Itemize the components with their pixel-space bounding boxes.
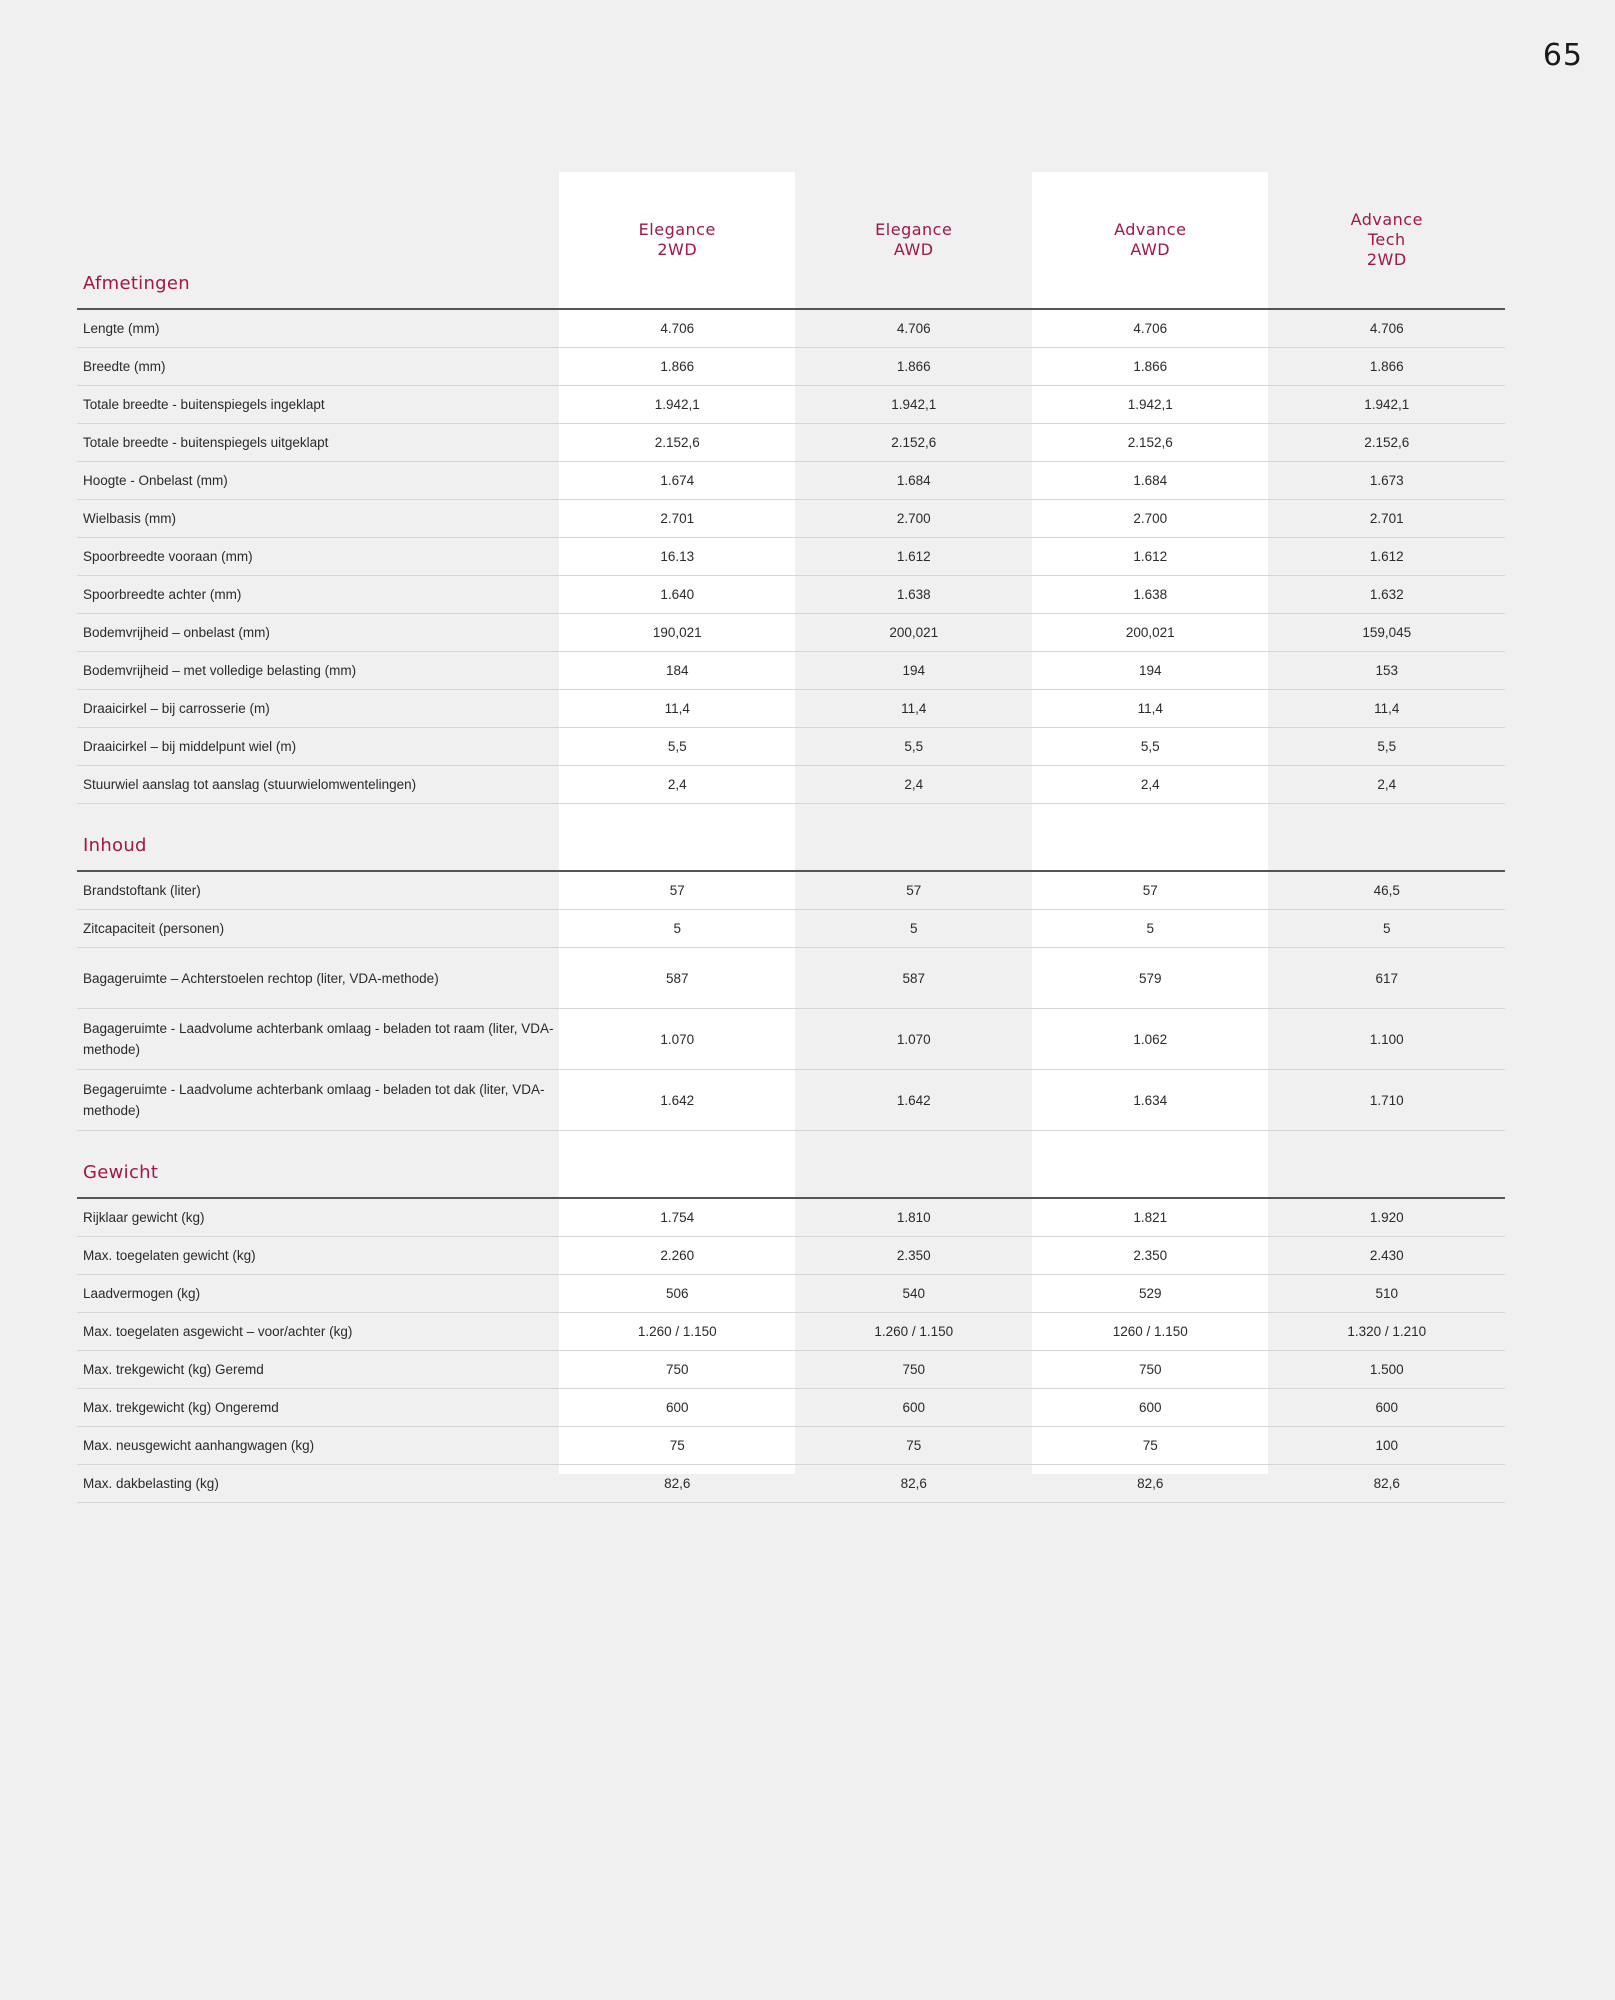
- spec-value: 194: [1032, 652, 1269, 690]
- spec-value: 600: [796, 1389, 1033, 1427]
- spec-label: Zitcapaciteit (personen): [77, 910, 559, 948]
- section-header-spacer: [559, 1131, 796, 1199]
- spec-value: 159,045: [1269, 614, 1506, 652]
- spec-label: Bagageruimte - Laadvolume achterbank omlaag - beladen tot raam (liter, VDA-methode): [77, 1009, 559, 1070]
- section-header-row: [77, 804, 1505, 872]
- spec-label: Max. toegelaten gewicht (kg): [77, 1237, 559, 1275]
- section-header-row: [77, 172, 1505, 309]
- spec-value: 5,5: [559, 728, 796, 766]
- spec-value: 11,4: [559, 690, 796, 728]
- spec-value: 75: [796, 1427, 1033, 1465]
- spec-value: 1.942,1: [1269, 386, 1506, 424]
- section-header-spacer: [1269, 1131, 1506, 1199]
- section-header-spacer: [1032, 804, 1269, 872]
- spec-label: Begageruimte - Laadvolume achterbank omlaag - beladen tot dak (liter, VDA-methode): [77, 1070, 559, 1131]
- spec-value: 100: [1269, 1427, 1506, 1465]
- spec-value: 1.100: [1269, 1009, 1506, 1070]
- section-header-spacer: [1032, 1131, 1269, 1199]
- spec-value: 750: [559, 1351, 796, 1389]
- spec-value: 75: [559, 1427, 796, 1465]
- spec-row: [77, 1427, 1505, 1465]
- spec-value: 587: [559, 948, 796, 1009]
- spec-row: [77, 1389, 1505, 1427]
- spec-value: 5: [796, 910, 1033, 948]
- spec-value: 194: [796, 652, 1033, 690]
- spec-value: 2,4: [1032, 766, 1269, 804]
- spec-value: 2,4: [559, 766, 796, 804]
- spec-row: [77, 1313, 1505, 1351]
- spec-value: 1.866: [796, 348, 1033, 386]
- spec-value: 1.674: [559, 462, 796, 500]
- spec-value: 1.684: [1032, 462, 1269, 500]
- spec-value: 5: [1269, 910, 1506, 948]
- spec-row: [77, 871, 1505, 910]
- spec-row: [77, 309, 1505, 348]
- spec-value: 153: [1269, 652, 1506, 690]
- spec-value: 1.866: [1032, 348, 1269, 386]
- spec-label: Lengte (mm): [77, 309, 559, 348]
- spec-value: 5,5: [1032, 728, 1269, 766]
- spec-value: 1.260 / 1.150: [559, 1313, 796, 1351]
- spec-row: [77, 500, 1505, 538]
- spec-value: 2.700: [1032, 500, 1269, 538]
- spec-row: [77, 1070, 1505, 1131]
- spec-row: [77, 386, 1505, 424]
- spec-value: 529: [1032, 1275, 1269, 1313]
- section-header-row: [77, 1131, 1505, 1199]
- spec-row: [77, 348, 1505, 386]
- spec-value: 600: [559, 1389, 796, 1427]
- spec-value: 1.942,1: [1032, 386, 1269, 424]
- spec-value: 1.632: [1269, 576, 1506, 614]
- spec-value: 1.634: [1032, 1070, 1269, 1131]
- spec-row: [77, 1351, 1505, 1389]
- section-title: Inhoud: [77, 804, 559, 872]
- spec-value: 2.152,6: [1032, 424, 1269, 462]
- spec-label: Spoorbreedte achter (mm): [77, 576, 559, 614]
- spec-row: [77, 652, 1505, 690]
- spec-label: Max. trekgewicht (kg) Ongeremd: [77, 1389, 559, 1427]
- spec-value: 1.640: [559, 576, 796, 614]
- spec-value: 5,5: [796, 728, 1033, 766]
- spec-value: 2.152,6: [796, 424, 1033, 462]
- spec-value: 57: [1032, 871, 1269, 910]
- spec-value: 75: [1032, 1427, 1269, 1465]
- spec-value: 2.430: [1269, 1237, 1506, 1275]
- spec-row: [77, 910, 1505, 948]
- spec-value: 2.152,6: [559, 424, 796, 462]
- spec-value: 1.260 / 1.150: [796, 1313, 1033, 1351]
- spec-value: 184: [559, 652, 796, 690]
- spec-row: [77, 576, 1505, 614]
- section-header-spacer: [1269, 804, 1506, 872]
- spec-label: Draaicirkel – bij carrosserie (m): [77, 690, 559, 728]
- spec-value: 1.821: [1032, 1198, 1269, 1237]
- spec-value: 1.612: [1269, 538, 1506, 576]
- spec-row: [77, 1198, 1505, 1237]
- spec-row: [77, 424, 1505, 462]
- spec-value: 190,021: [559, 614, 796, 652]
- spec-label: Draaicirkel – bij middelpunt wiel (m): [77, 728, 559, 766]
- spec-value: 16.13: [559, 538, 796, 576]
- model-column-header: Advance Tech 2WD: [1269, 172, 1506, 309]
- spec-label: Bodemvrijheid – onbelast (mm): [77, 614, 559, 652]
- spec-row: [77, 538, 1505, 576]
- spec-value: 617: [1269, 948, 1506, 1009]
- spec-value: 2.152,6: [1269, 424, 1506, 462]
- spec-value: 5: [1032, 910, 1269, 948]
- spec-value: 82,6: [796, 1465, 1033, 1503]
- spec-label: Laadvermogen (kg): [77, 1275, 559, 1313]
- spec-value: 1.612: [796, 538, 1033, 576]
- spec-value: 1.673: [1269, 462, 1506, 500]
- spec-label: Wielbasis (mm): [77, 500, 559, 538]
- spec-value: 1.062: [1032, 1009, 1269, 1070]
- spec-value: 2.260: [559, 1237, 796, 1275]
- spec-value: 1.810: [796, 1198, 1033, 1237]
- spec-value: 750: [1032, 1351, 1269, 1389]
- spec-value: 1.638: [796, 576, 1033, 614]
- spec-value: 5,5: [1269, 728, 1506, 766]
- spec-value: 2.701: [1269, 500, 1506, 538]
- spec-label: Brandstoftank (liter): [77, 871, 559, 910]
- model-column-header: Advance AWD: [1032, 172, 1269, 309]
- spec-value: 579: [1032, 948, 1269, 1009]
- section-header-spacer: [796, 1131, 1033, 1199]
- spec-value: 1.684: [796, 462, 1033, 500]
- spec-value: 1.942,1: [796, 386, 1033, 424]
- spec-value: 200,021: [1032, 614, 1269, 652]
- spec-value: 2,4: [796, 766, 1033, 804]
- spec-value: 4.706: [796, 309, 1033, 348]
- spec-value: 510: [1269, 1275, 1506, 1313]
- spec-value: 11,4: [796, 690, 1033, 728]
- spec-value: 4.706: [1032, 309, 1269, 348]
- spec-value: 1.070: [796, 1009, 1033, 1070]
- spec-value: 2,4: [1269, 766, 1506, 804]
- spec-value: 1.070: [559, 1009, 796, 1070]
- spec-label: Breedte (mm): [77, 348, 559, 386]
- spec-value: 1.866: [559, 348, 796, 386]
- spec-label: Hoogte - Onbelast (mm): [77, 462, 559, 500]
- spec-row: [77, 462, 1505, 500]
- spec-value: 1.500: [1269, 1351, 1506, 1389]
- spec-value: 57: [559, 871, 796, 910]
- spec-value: 82,6: [1032, 1465, 1269, 1503]
- spec-value: 750: [796, 1351, 1033, 1389]
- spec-label: Max. dakbelasting (kg): [77, 1465, 559, 1503]
- section-header-spacer: [559, 804, 796, 872]
- spec-value: 200,021: [796, 614, 1033, 652]
- model-column-header: Elegance 2WD: [559, 172, 796, 309]
- spec-value: 2.700: [796, 500, 1033, 538]
- spec-value: 82,6: [559, 1465, 796, 1503]
- spec-label: Max. trekgewicht (kg) Geremd: [77, 1351, 559, 1389]
- spec-label: Rijklaar gewicht (kg): [77, 1198, 559, 1237]
- spec-row: [77, 1275, 1505, 1313]
- spec-row: [77, 728, 1505, 766]
- spec-value: 2.350: [796, 1237, 1033, 1275]
- spec-label: Totale breedte - buitenspiegels ingeklapt: [77, 386, 559, 424]
- spec-label: Bodemvrijheid – met volledige belasting (mm): [77, 652, 559, 690]
- spec-label: Max. toegelaten asgewicht – voor/achter (kg): [77, 1313, 559, 1351]
- spec-value: 1.710: [1269, 1070, 1506, 1131]
- page-number: 65: [1542, 38, 1583, 73]
- spec-value: 1.642: [559, 1070, 796, 1131]
- spec-value: 506: [559, 1275, 796, 1313]
- spec-label: Totale breedte - buitenspiegels uitgeklapt: [77, 424, 559, 462]
- spec-value: 1.942,1: [559, 386, 796, 424]
- section-title: Gewicht: [77, 1131, 559, 1199]
- spec-value: 1.638: [1032, 576, 1269, 614]
- spec-value: 82,6: [1269, 1465, 1506, 1503]
- spec-row: [77, 1465, 1505, 1503]
- spec-value: 11,4: [1032, 690, 1269, 728]
- model-column-header: Elegance AWD: [796, 172, 1033, 309]
- spec-value: 1.642: [796, 1070, 1033, 1131]
- spec-value: 2.350: [1032, 1237, 1269, 1275]
- spec-row: [77, 1237, 1505, 1275]
- spec-row: [77, 948, 1505, 1009]
- spec-label: Spoorbreedte vooraan (mm): [77, 538, 559, 576]
- section-header-spacer: [796, 804, 1033, 872]
- spec-value: 4.706: [559, 309, 796, 348]
- spec-label: Bagageruimte – Achterstoelen rechtop (liter, VDA-methode): [77, 948, 559, 1009]
- spec-value: 2.701: [559, 500, 796, 538]
- spec-value: 587: [796, 948, 1033, 1009]
- spec-value: 540: [796, 1275, 1033, 1313]
- spec-value: 1260 / 1.150: [1032, 1313, 1269, 1351]
- spec-value: 4.706: [1269, 309, 1506, 348]
- section-title: Afmetingen: [77, 172, 559, 309]
- spec-row: [77, 690, 1505, 728]
- spec-label: Stuurwiel aanslag tot aanslag (stuurwielomwentelingen): [77, 766, 559, 804]
- spec-row: [77, 614, 1505, 652]
- spec-value: 11,4: [1269, 690, 1506, 728]
- spec-value: 5: [559, 910, 796, 948]
- specifications-table: [77, 172, 1505, 1503]
- spec-value: 46,5: [1269, 871, 1506, 910]
- spec-value: 1.920: [1269, 1198, 1506, 1237]
- spec-value: 600: [1269, 1389, 1506, 1427]
- spec-row: [77, 766, 1505, 804]
- spec-value: 1.612: [1032, 538, 1269, 576]
- spec-value: 1.866: [1269, 348, 1506, 386]
- spec-label: Max. neusgewicht aanhangwagen (kg): [77, 1427, 559, 1465]
- spec-value: 1.320 / 1.210: [1269, 1313, 1506, 1351]
- spec-value: 1.754: [559, 1198, 796, 1237]
- spec-value: 57: [796, 871, 1033, 910]
- spec-row: [77, 1009, 1505, 1070]
- spec-value: 600: [1032, 1389, 1269, 1427]
